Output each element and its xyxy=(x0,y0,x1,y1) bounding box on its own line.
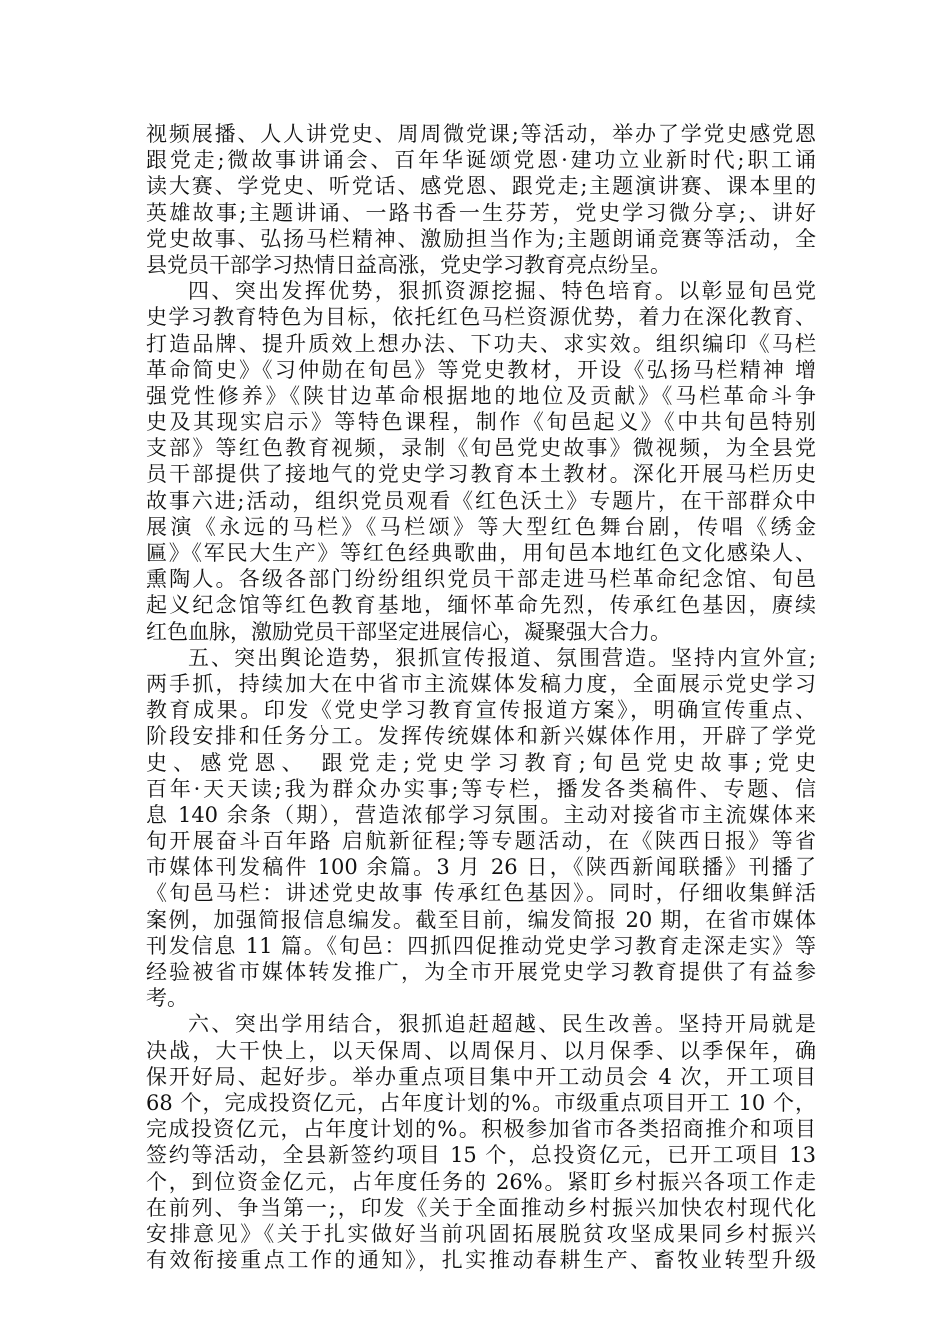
text-line: 保开好局、起好步。举办重点项目集中开工动员会 4 次，开工项目 xyxy=(146,1064,816,1089)
paragraph-first-line: 四、突出发挥优势，狠抓资源挖掘、特色培育。以彰显旬邑党 xyxy=(188,279,816,304)
text-line: 完成投资亿元，占年度计划的%。积极参加省市各类招商推介和项目 xyxy=(146,1117,816,1142)
text-line: 个，到位资金亿元，占年度任务的 26%。紧盯乡村振兴各项工作走 xyxy=(146,1169,816,1194)
text-line: 史学习教育特色为目标，依托红色马栏资源优势，着力在深化教育、 xyxy=(146,305,816,330)
text-line: 打造品牌、提升质效上想办法、下功夫、求实效。组织编印《马栏 xyxy=(146,331,816,356)
text-line: 强党性修养》《陕甘边革命根据地的地位及贡献》《马栏革命斗争 xyxy=(146,383,816,408)
text-line: 经验被省市媒体转发推广，为全市开展党史学习教育提供了有益参 xyxy=(146,960,816,984)
text-line: 匾》《军民大生产》等红色经典歌曲，用旬邑本地红色文化感染人、 xyxy=(146,541,816,565)
text-line: 视频展播、人人讲党史、周周微党课;等活动，举办了学党史感党恩 xyxy=(146,122,816,146)
text-line: 68 个，完成投资亿元，占年度计划的%。市级重点项目开工 10 个， xyxy=(146,1090,816,1115)
text-line: 员干部提供了接地气的党史学习教育本土教材。深化开展马栏历史 xyxy=(146,462,816,487)
text-line: 有效衔接重点工作的通知》，扎实推动春耕生产、畜牧业转型升级 xyxy=(146,1248,816,1273)
text-line: 息 140 余条（期），营造浓郁学习氛围。主动对接省市主流媒体来 xyxy=(146,802,816,827)
text-line: 旬开展奋斗百年路 启航新征程;等专题活动，在《陕西日报》等省 xyxy=(146,829,816,854)
text-line: 案例，加强简报信息编发。截至目前，编发简报 20 期，在省市媒体 xyxy=(146,907,816,932)
text-line: 英雄故事;主题讲诵、一路书香一生芬芳，党史学习微分享;、讲好 xyxy=(146,200,816,225)
text-line: 史、感党恩、 跟党走;党史学习教育;旬邑党史故事;党史 xyxy=(146,750,816,775)
text-line: 熏陶人。各级各部门纷纷组织党员干部走进马栏革命纪念馆、旬邑 xyxy=(146,567,816,592)
text-line: 革命简史》《习仲勋在旬邑》等党史教材，开设《弘扬马栏精神 增 xyxy=(146,357,816,382)
text-line: 党史故事、弘扬马栏精神、激励担当作为;主题朗诵竞赛等活动，全 xyxy=(146,226,816,251)
text-line: 百年·天天读;我为群众办实事;等专栏，播发各类稿件、专题、信 xyxy=(146,776,816,801)
text-line: 故事六进;活动，组织党员观看《红色沃土》专题片，在干部群众中 xyxy=(146,488,816,513)
paragraph-first-line: 五、突出舆论造势，狠抓宣传报道、氛围营造。坚持内宣外宣; xyxy=(188,645,816,670)
text-line: 签约等活动，全县新签约项目 15 个，总投资亿元，已开工项目 13 xyxy=(146,1143,816,1168)
text-line: 教育成果。印发《党史学习教育宣传报道方案》，明确宣传重点、 xyxy=(146,698,816,723)
text-line: 支部》等红色教育视频，录制《旬邑党史故事》微视频，为全县党 xyxy=(146,436,816,461)
text-line: 两手抓，持续加大在中省市主流媒体发稿力度，全面展示党史学习 xyxy=(146,671,816,696)
text-line: 阶段安排和任务分工。发挥传统媒体和新兴媒体作用，开辟了学党 xyxy=(146,724,816,749)
text-line: 史及其现实启示》等特色课程，制作《旬邑起义》《中共旬邑特别 xyxy=(146,410,816,435)
text-line: 刊发信息 11 篇。《旬邑：四抓四促推动党史学习教育走深走实》等 xyxy=(146,933,816,958)
text-line: 市媒体刊发稿件 100 余篇。3 月 26 日，《陕西新闻联播》刊播了 xyxy=(146,855,816,880)
text-line: 红色血脉，激励党员干部坚定进展信心，凝聚强大合力。 xyxy=(146,619,671,644)
text-line: 县党员干部学习热情日益高涨，党史学习教育亮点纷呈。 xyxy=(146,252,671,277)
text-line: 起义纪念馆等红色教育基地，缅怀革命先烈，传承红色基因，赓续 xyxy=(146,593,816,618)
text-line: 在前列、争当第一;，印发《关于全面推动乡村振兴加快农村现代化 xyxy=(146,1195,816,1220)
paragraph-first-line: 六、突出学用结合，狠抓追赶超越、民生改善。坚持开局就是 xyxy=(188,1012,816,1037)
text-line: 考。 xyxy=(146,986,188,1011)
text-line: 决战，大干快上，以天保周、以周保月、以月保季、以季保年，确 xyxy=(146,1038,816,1063)
text-line: 跟党走;微故事讲诵会、百年华诞颂党恩·建功立业新时代;职工诵 xyxy=(146,148,816,173)
body-text xyxy=(146,121,816,1273)
text-line: 安排意见》《关于扎实做好当前巩固拓展脱贫攻坚成果同乡村振兴 xyxy=(146,1221,816,1246)
text-line: 《旬邑马栏：讲述党史故事 传承红色基因》。同时，仔细收集鲜活 xyxy=(146,881,816,906)
text-line: 读大赛、学党史、听党话、感党恩、跟党走;主题演讲赛、课本里的 xyxy=(146,174,816,199)
text-line: 展演《永远的马栏》《马栏颂》等大型红色舞台剧，传唱《绣金 xyxy=(146,514,816,539)
